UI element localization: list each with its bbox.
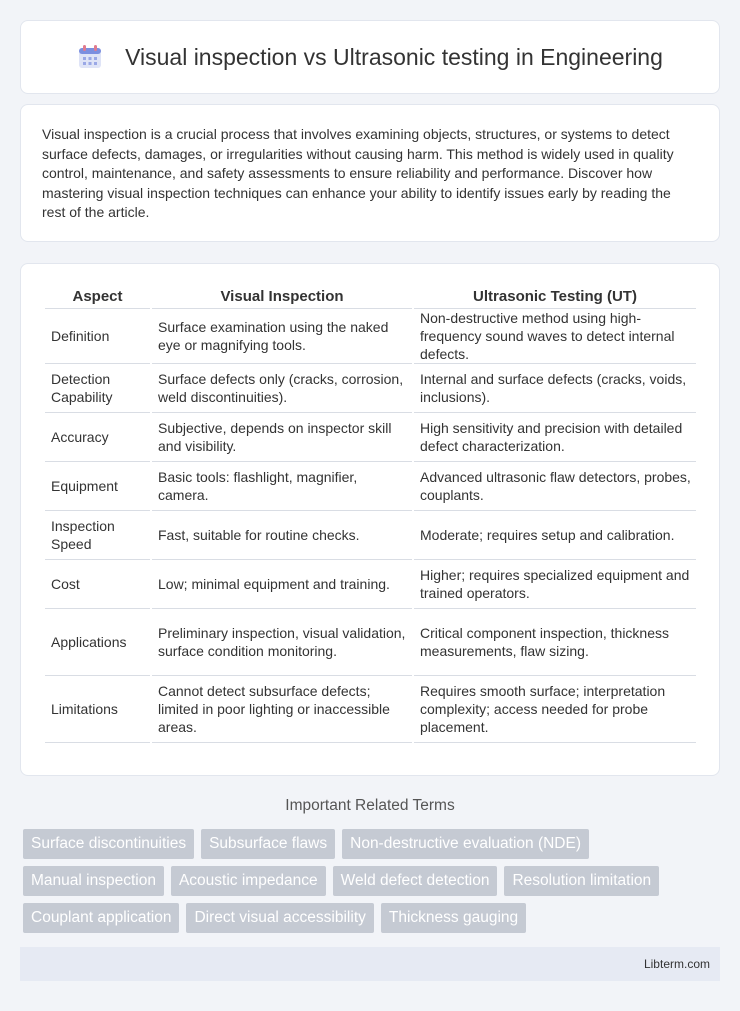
related-term-tag[interactable]: Subsurface flaws xyxy=(201,829,335,859)
intro-text: Visual inspection is a crucial process that involves examining objects, structures, or systems to detect surface defects, damages, or irregularities without causing harm. This method is widely used in quality control, maintenance, and safety assessments to ensure reliability and performance. Discover how mastering visual inspection techniques can enhance your ability to identify issues early by reading the rest of the article. xyxy=(42,126,674,220)
table-row xyxy=(45,413,696,462)
comparison-table xyxy=(43,284,698,743)
related-term-tag[interactable]: Non-destructive evaluation (NDE) xyxy=(342,829,589,859)
related-term-tag[interactable]: Thickness gauging xyxy=(381,903,526,933)
footer-site-link[interactable]: Libterm.com xyxy=(643,957,710,971)
table-row xyxy=(45,309,696,364)
table-row xyxy=(45,364,696,413)
related-terms-list xyxy=(23,829,713,940)
intro-card xyxy=(20,104,720,242)
row-aspect: Inspection Speed xyxy=(45,511,150,560)
row-visual: Low; minimal equipment and training. xyxy=(152,560,412,609)
row-visual: Surface examination using the naked eye or magnifying tools. xyxy=(152,309,412,364)
row-aspect: Detection Capability xyxy=(45,364,150,413)
related-terms-title: Important Related Terms xyxy=(285,797,455,814)
row-ultrasonic: Internal and surface defects (cracks, voids, inclusions). xyxy=(414,364,696,413)
table-header-row xyxy=(45,284,696,309)
table-row xyxy=(45,560,696,609)
row-ultrasonic: Advanced ultrasonic flaw detectors, probes, couplants. xyxy=(414,462,696,511)
footer xyxy=(20,947,720,981)
row-aspect: Definition xyxy=(45,309,150,364)
page-title: Visual inspection vs Ultrasonic testing in Engineering xyxy=(125,43,663,70)
table-row xyxy=(45,676,696,743)
title-card xyxy=(20,20,720,94)
related-term-tag[interactable]: Couplant application xyxy=(23,903,179,933)
tag-row xyxy=(23,866,713,896)
row-visual: Basic tools: flashlight, magnifier, camera. xyxy=(152,462,412,511)
related-term-tag[interactable]: Direct visual accessibility xyxy=(186,903,373,933)
related-term-tag[interactable]: Weld defect detection xyxy=(333,866,498,896)
header-aspect: Aspect xyxy=(45,284,150,309)
row-visual: Surface defects only (cracks, corrosion, weld discontinuities). xyxy=(152,364,412,413)
header-ultrasonic-testing: Ultrasonic Testing (UT) xyxy=(414,284,696,309)
table-row xyxy=(45,511,696,560)
calendar-icon xyxy=(77,44,103,70)
tag-row xyxy=(23,903,713,933)
tag-row xyxy=(23,829,713,859)
row-aspect: Accuracy xyxy=(45,413,150,462)
row-aspect: Equipment xyxy=(45,462,150,511)
row-visual: Cannot detect subsurface defects; limited in poor lighting or inaccessible areas. xyxy=(152,676,412,743)
row-ultrasonic: Non-destructive method using high-frequency sound waves to detect internal defects. xyxy=(414,309,696,364)
table-row xyxy=(45,462,696,511)
row-ultrasonic: High sensitivity and precision with detailed defect characterization. xyxy=(414,413,696,462)
row-aspect: Applications xyxy=(45,609,150,676)
header-visual-inspection: Visual Inspection xyxy=(152,284,412,309)
related-term-tag[interactable]: Surface discontinuities xyxy=(23,829,194,859)
related-term-tag[interactable]: Acoustic impedance xyxy=(171,866,326,896)
row-aspect: Limitations xyxy=(45,676,150,743)
table-row xyxy=(45,609,696,676)
related-term-tag[interactable]: Manual inspection xyxy=(23,866,164,896)
related-term-tag[interactable]: Resolution limitation xyxy=(504,866,659,896)
row-ultrasonic: Critical component inspection, thickness measurements, flaw sizing. xyxy=(414,609,696,676)
row-visual: Preliminary inspection, visual validation, surface condition monitoring. xyxy=(152,609,412,676)
comparison-table-card xyxy=(20,263,720,776)
row-aspect: Cost xyxy=(45,560,150,609)
row-ultrasonic: Higher; requires specialized equipment and trained operators. xyxy=(414,560,696,609)
row-visual: Fast, suitable for routine checks. xyxy=(152,511,412,560)
row-ultrasonic: Moderate; requires setup and calibration. xyxy=(414,511,696,560)
row-ultrasonic: Requires smooth surface; interpretation complexity; access needed for probe placement. xyxy=(414,676,696,743)
row-visual: Subjective, depends on inspector skill and visibility. xyxy=(152,413,412,462)
